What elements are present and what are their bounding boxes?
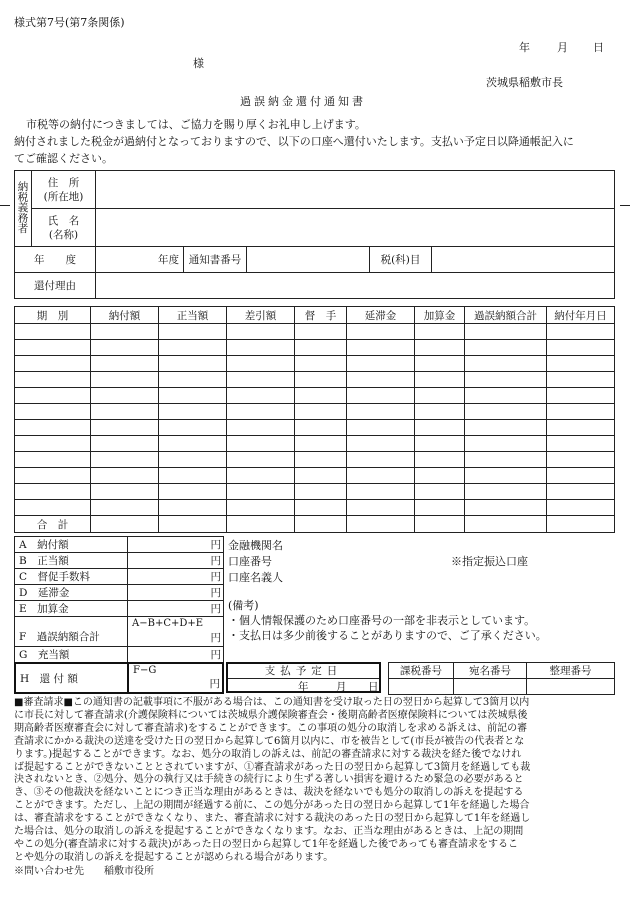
address-number-label: 宛名番号 (454, 663, 527, 679)
name-sub-label: (名称) (48, 228, 79, 241)
summary-value-a[interactable]: 円 (128, 537, 224, 553)
summary-table (14, 536, 224, 694)
name-field[interactable] (96, 209, 615, 247)
form-number: 様式第7号(第7条関係) (14, 16, 125, 29)
section-number-label: 課税番号 (389, 663, 454, 679)
date-month: 月 (557, 41, 568, 54)
refund-reason-field[interactable] (96, 273, 615, 299)
addressee-suffix: 様 (193, 57, 204, 70)
date-year: 年 (519, 41, 530, 54)
date-day: 日 (593, 41, 604, 54)
contact-info: ※問い合わせ先 稲敷市役所 (14, 866, 154, 877)
intro-line-3: てご確認ください。 (14, 152, 113, 165)
remarks-label: (備考) (228, 599, 259, 612)
notice-number-field[interactable] (247, 247, 370, 273)
reference-number-label: 整理番号 (527, 663, 615, 679)
refund-amount-label: H 還 付 額 (15, 663, 128, 693)
summary-row-d: D 延滞金 (15, 585, 128, 601)
total-row (15, 516, 615, 533)
total-label: 合 計 (15, 516, 91, 533)
col-header-difference: 差引額 (227, 307, 295, 324)
col-header-surcharge: 加算金 (415, 307, 465, 324)
summary-value-c[interactable]: 円 (128, 569, 224, 585)
document-title: 過誤納金還付通知書 (240, 95, 366, 108)
intro-line-1: 市税等の納付につきましては、ご協力を賜り厚くお礼申し上げます。 (26, 118, 366, 131)
address-field[interactable] (96, 171, 615, 209)
address-sub-label: (所在地) (43, 190, 84, 203)
summary-value-f[interactable]: A−B+C+D+E 円 (128, 617, 224, 647)
designated-account-note: ※指定振込口座 (451, 555, 528, 568)
summary-value-b[interactable]: 円 (128, 553, 224, 569)
formula-h: F−G (133, 665, 157, 676)
remark-1: ・個人情報保護のため口座番号の一部を非表示としています。 (228, 614, 536, 627)
table-row (15, 340, 615, 356)
summary-row-c: C 督促手数料 (15, 569, 128, 585)
fiscal-year-label: 年度 (158, 254, 179, 266)
name-label: 氏 名 (47, 214, 80, 227)
account-holder-label: 口座名義人 (228, 571, 283, 584)
notice-number-label: 通知書番号 (184, 247, 247, 273)
table-row (15, 484, 615, 500)
detail-table (14, 306, 615, 533)
col-header-overpaid-total: 過誤納額合計 (465, 307, 547, 324)
payment-month: 月 (336, 681, 347, 693)
col-header-paid: 納付額 (91, 307, 159, 324)
summary-value-e[interactable]: 円 (128, 601, 224, 617)
reference-number-field[interactable] (527, 679, 615, 695)
col-header-period: 期 別 (15, 307, 91, 324)
summary-value-g[interactable]: 円 (128, 647, 224, 663)
fiscal-year-field[interactable] (96, 247, 184, 273)
appeal-notice: ■審査請求■この通知書の記載事項に不服がある場合は、この通知書を受け取った日の翌日から起算して3箇月以内 に市長に対して審査請求(介護保険料については茨城県介護保険審査会・後期高齢者医療保険料については茨城県後 期高齢者医療審査会に対して審査請求)をすることができます。この事項の処分の取消しを求める訴えは、前記の審 査請求にかかる裁決の送達を受けた日の翌日から起算して6箇月以内に、市を被告として(市長が被告の代表者とな ります。)提起することができます。なお、処分の取消しの訴えは、前記の審査請求に対する裁決を経た後でなけれ ば提起することができないこととされていますが、①審査請求があった日の翌日から起算して3箇月を経過しても裁 決されないとき、②処分、処分の執行又は手続きの続行により生ずる著しい損害を避けるため緊急の必要があると き、③その他裁決を経ないことにつき正当な理由があるときは、裁決を経ないでも処分の取消しの訴えを提起する ことができます。ただし、上記の期間が経過する前に、この処分があった日の翌日から起算して1年を経過した場合 は、審査請求をすることができなくなり、また、審査請求に対する裁決のあった日の翌日から起算して1年を経過し た場合は、処分の取消しの訴えを提起することができなくなります。なお、正当な理由があるときは、上記の期間 やこの処分(審査請求に対する裁決)があった日の翌日から起算して1年を経過した後であっても審査請求をするこ とや処分の取消しの訴えを提起することが認められる場合があります。 (14, 697, 531, 863)
summary-row-f: F 過誤納額合計 (15, 617, 128, 647)
table-row (15, 436, 615, 452)
code-boxes (388, 662, 615, 695)
table-row (15, 452, 615, 468)
refund-reason-label: 還付理由 (15, 273, 96, 299)
col-header-late-fee: 延滞金 (347, 307, 415, 324)
summary-value-d[interactable]: 円 (128, 585, 224, 601)
address-number-field[interactable] (454, 679, 527, 695)
remark-2: ・支払日は多少前後することがありますので、ご了承ください。 (228, 629, 547, 642)
table-row (15, 500, 615, 516)
fold-mark-left (0, 205, 10, 206)
tax-item-label: 税(科)目 (370, 247, 432, 273)
table-row (15, 420, 615, 436)
summary-row-g: G 充当額 (15, 647, 128, 663)
taxpayer-section (14, 170, 615, 299)
intro-line-2: 納付されました税金が過納付となっておりますので、以下の口座へ還付いたします。支払い予定日以降通帳記入に (14, 135, 574, 148)
table-row (15, 372, 615, 388)
col-header-reminder-fee: 督 手 (295, 307, 347, 324)
summary-row-e: E 加算金 (15, 601, 128, 617)
payment-date-box (226, 662, 381, 693)
taxpayer-group-label: 納税義務者 (15, 171, 32, 247)
table-row (15, 388, 615, 404)
formula-f: A−B+C+D+E (132, 618, 204, 629)
issuer: 茨城県稲敷市長 (486, 76, 563, 89)
address-label: 住 所 (47, 176, 80, 189)
table-row (15, 468, 615, 484)
summary-row-a: A 納付額 (15, 537, 128, 553)
table-row (15, 404, 615, 420)
tax-item-field[interactable] (432, 247, 615, 273)
section-number-field[interactable] (389, 679, 454, 695)
table-row (15, 324, 615, 340)
bank-institution-label: 金融機関名 (228, 539, 283, 552)
summary-row-b: B 正当額 (15, 553, 128, 569)
refund-amount-value[interactable]: F−G 円 (128, 663, 223, 693)
table-row (15, 356, 615, 372)
year-label: 年 度 (15, 247, 96, 273)
payment-day: 日 (368, 681, 379, 693)
col-header-correct: 正当額 (159, 307, 227, 324)
payment-date-label: 支払予定日 (228, 664, 379, 679)
fold-mark-right (620, 205, 630, 206)
payment-year: 年 (298, 681, 309, 693)
col-header-payment-date: 納付年月日 (547, 307, 615, 324)
account-number-label: 口座番号 (228, 555, 272, 568)
